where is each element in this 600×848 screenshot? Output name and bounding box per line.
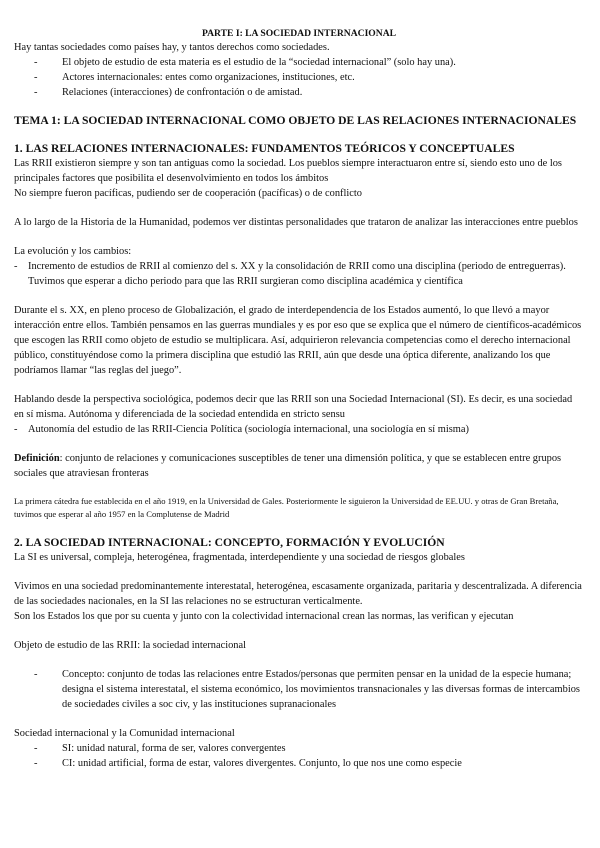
list-item: - Autonomía del estudio de las RRII-Ciencia Política (sociología internacional, una sociología en sí misma)	[14, 422, 584, 437]
paragraph: Durante el s. XX, en pleno proceso de Globalización, el grado de interdependencia de los Estados aumentó, lo que llevó a mayor interacción entre ellos. También pensamos en las guerras mundiales y es por eso que se explica que el número de científicos-académicos que escogen las RRII como objeto de estudio se multiplicara. Así, adquirieron relevancia competencias como el derecho internacional público, constituyéndose como la primera disciplina que estudió las RRII, aún que desde una óptica diferente, analizando los que podríamos llamar “las reglas del juego”.	[14, 305, 582, 376]
autonomy-list	[14, 422, 584, 437]
part-title: PARTE I: LA SOCIEDAD INTERNACIONAL	[201, 28, 397, 39]
list-item: - SI: unidad natural, forma de ser, valores convergentes	[14, 741, 584, 756]
paragraph: La SI es universal, compleja, heterogénea, fragmentada, interdependiente y una sociedad de riesgos globales	[14, 552, 465, 563]
paragraph: A lo largo de la Historia de la Humanidad, podemos ver distintas personalidades que trataron de analizar las interacciones entre pueblos	[14, 217, 578, 228]
list-item: - El objeto de estudio de esta materia es el estudio de la “sociedad internacional” (solo hay una).	[14, 55, 584, 70]
footnote-paragraph: La primera cátedra fue establecida en el año 1919, en la Universidad de Gales. Posteriormente le siguieron la Universidad de EE.UU. y otras de Gran Bretaña, tuvimos que esperar al año 1957 en la Complutense de Madrid	[14, 496, 559, 519]
definition-text: : conjunto de relaciones y comunicaciones susceptibles de tener una dimensión política, y que se establecen entre grupos sociales que atraviesan fronteras	[14, 453, 562, 479]
paragraph: Sociedad internacional y la Comunidad internacional	[14, 728, 235, 739]
list-item: - Concepto: conjunto de todas las relaciones entre Estados/personas que permiten pensar en la unidad de la especie humana; designa el sistema interestatal, el sistema económico, los movimientos transnacionales y las diversas formas de intercambios de sociedades civiles a soc civ, y las instituciones supranacionales	[14, 667, 584, 712]
paragraph: Son los Estados los que por su cuenta y junto con la colectividad internacional crean las normas, las verifican y ejecutan	[14, 611, 514, 622]
object-list	[14, 667, 584, 712]
list-item: - Incremento de estudios de RRII al comienzo del s. XX y la consolidación de RRII como una disciplina (periodo de entreguerras). Tuvimos que esperar a dicho periodo para que las RRII surgieran como disciplina académica y científica	[14, 259, 584, 289]
intro-paragraph: Hay tantas sociedades como países hay, y tantos derechos como sociedades.	[14, 42, 330, 53]
list-item: - Actores internacionales: entes como organizaciones, instituciones, etc.	[14, 70, 584, 85]
paragraph: Vivimos en una sociedad predominantemente interestatal, heterogénea, escasamente organizada, paritaria y descentralizada. A diferencia de las sociedades nacionales, en la SI las relaciones no se estructuran verticalmente.	[14, 581, 582, 607]
paragraph: No siempre fueron pacíficas, pudiendo ser de cooperación (pacíficas) o de conflicto	[14, 188, 362, 199]
paragraph: Hablando desde la perspectiva sociológica, podemos decir que las RRII son una Sociedad Internacional (SI). Es decir, es una sociedad en sí misma. Autónoma y diferenciada de la sociedad entendida en stricto sensu	[14, 394, 573, 420]
paragraph: La evolución y los cambios:	[14, 246, 132, 257]
paragraph: Las RRII existieron siempre y son tan antiguas como la sociedad. Los pueblos siempre interactuaron entre sí, siendo esto uno de los principales factores que posibilita el desenvolvimiento en todos los ámbitos	[14, 158, 562, 184]
definition-label: Definición	[14, 453, 60, 464]
tema-heading: TEMA 1: LA SOCIEDAD INTERNACIONAL COMO OBJETO DE LAS RELACIONES INTERNACIONALES	[14, 114, 577, 127]
section-1-heading: 1. LAS RELACIONES INTERNACIONALES: FUNDAMENTOS TEÓRICOS Y CONCEPTUALES	[14, 142, 515, 155]
intro-list	[14, 55, 584, 100]
si-ci-list	[14, 741, 584, 771]
paragraph: Objeto de estudio de las RRII: la sociedad internacional	[14, 640, 246, 651]
section-2-heading: 2. LA SOCIEDAD INTERNACIONAL: CONCEPTO, FORMACIÓN Y EVOLUCIÓN	[14, 536, 445, 549]
list-item: - Relaciones (interacciones) de confrontación o de amistad.	[14, 85, 584, 100]
list-item: - CI: unidad artificial, forma de estar, valores divergentes. Conjunto, lo que nos une como especie	[14, 756, 584, 771]
definition-paragraph	[14, 451, 584, 481]
evolution-list	[14, 259, 584, 289]
